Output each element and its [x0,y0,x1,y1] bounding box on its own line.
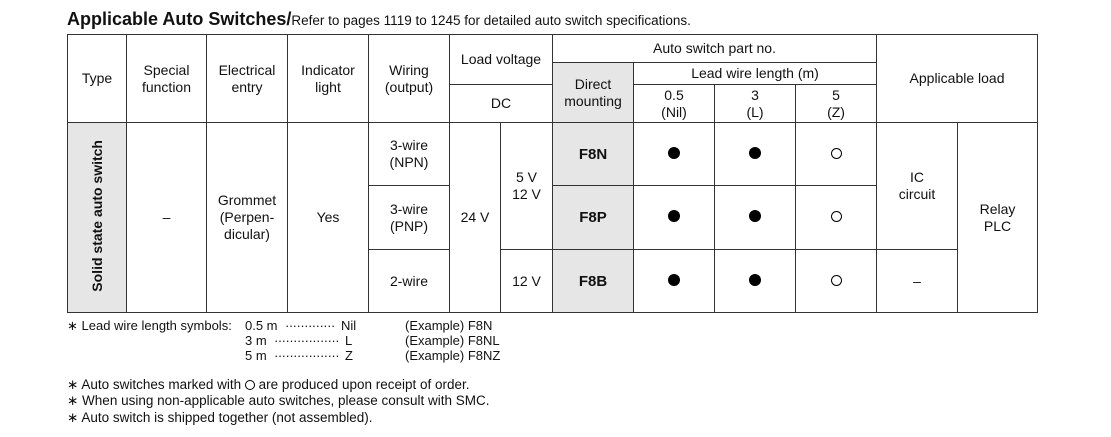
table-row [68,123,1038,186]
mark-cell [796,250,877,313]
section-subtitle: Refer to pages 1119 to 1245 for detailed auto switch specifications. [291,13,691,28]
load-relay-cell: Relay PLC [958,123,1038,313]
legend-example: (Example) F8N [405,318,493,333]
section-heading [67,9,691,30]
mark-cell [796,186,877,250]
part-number-cell: F8P [553,186,634,250]
filled-circle-icon [668,147,680,159]
mark-cell [634,186,715,250]
legend-dots: ················· [274,333,340,348]
voltage-2wire-cell: 12 V [501,250,553,313]
header-part-no: Auto switch part no. [553,35,877,63]
filled-circle-icon [749,147,761,159]
footnote-order: ∗ Auto switches marked with are produced upon receipt of order. [67,377,470,392]
load-ic-cell: IC circuit [877,123,958,250]
voltage-npn-pnp-cell: 5 V 12 V [501,123,553,250]
header-type: Type [68,35,127,123]
legend-lead: ∗ Lead wire length symbols: [67,318,232,333]
wiring-cell: 3-wire (PNP) [369,186,450,250]
voltage-dc-cell: 24 V [450,123,501,313]
mark-cell [715,123,796,186]
wiring-cell: 3-wire (NPN) [369,123,450,186]
load-2wire-cell: – [877,250,958,313]
legend-len: 3 m [245,333,267,348]
mark-cell [715,186,796,250]
legend-dots: ················· [274,348,340,363]
legend-example: (Example) F8NL [405,333,500,348]
mark-cell [634,123,715,186]
section-title: Applicable Auto Switches/ [67,9,292,29]
legend-len: 0.5 m [245,318,278,333]
part-number-cell: F8N [553,123,634,186]
open-circle-icon [831,148,842,159]
header-lead-wire-length: Lead wire length (m) [634,63,877,85]
mark-cell [796,123,877,186]
footnote-consult: ∗ When using non-applicable auto switches, please consult with SMC. [67,393,490,408]
header-electrical-entry: Electrical entry [207,35,288,123]
special-function-cell: – [127,123,207,313]
filled-circle-icon [749,274,761,286]
legend-len: 5 m [245,348,267,363]
legend-sym: L [345,333,353,348]
indicator-light-cell: Yes [288,123,369,313]
mark-cell [715,250,796,313]
open-circle-icon [245,380,255,390]
open-circle-icon [831,275,842,286]
mark-cell [634,250,715,313]
legend-sym: Nil [341,318,357,333]
header-len-3: 3 (L) [715,85,796,123]
header-special-function: Special function [127,35,207,123]
filled-circle-icon [668,210,680,222]
footnote-shipped: ∗ Auto switch is shipped together (not assembled). [67,410,373,425]
legend-example: (Example) F8NZ [405,348,501,363]
header-direct-mounting: Direct mounting [553,63,634,123]
header-wiring: Wiring (output) [369,35,450,123]
header-load-voltage: Load voltage [450,35,553,85]
header-len-5: 5 (Z) [796,85,877,123]
type-cell: Solid state auto switch [68,123,127,313]
filled-circle-icon [749,210,761,222]
part-number-cell: F8B [553,250,634,313]
header-indicator-light: Indicator light [288,35,369,123]
wiring-cell: 2-wire [369,250,450,313]
auto-switch-table [67,34,1038,313]
header-dc: DC [450,85,553,123]
filled-circle-icon [668,274,680,286]
electrical-entry-cell: Grommet (Perpen- dicular) [207,123,288,313]
header-applicable-load: Applicable load [877,35,1038,123]
legend-sym: Z [345,348,353,363]
legend-dots: ············· [285,318,335,333]
header-len-05: 0.5 (Nil) [634,85,715,123]
open-circle-icon [831,211,842,222]
